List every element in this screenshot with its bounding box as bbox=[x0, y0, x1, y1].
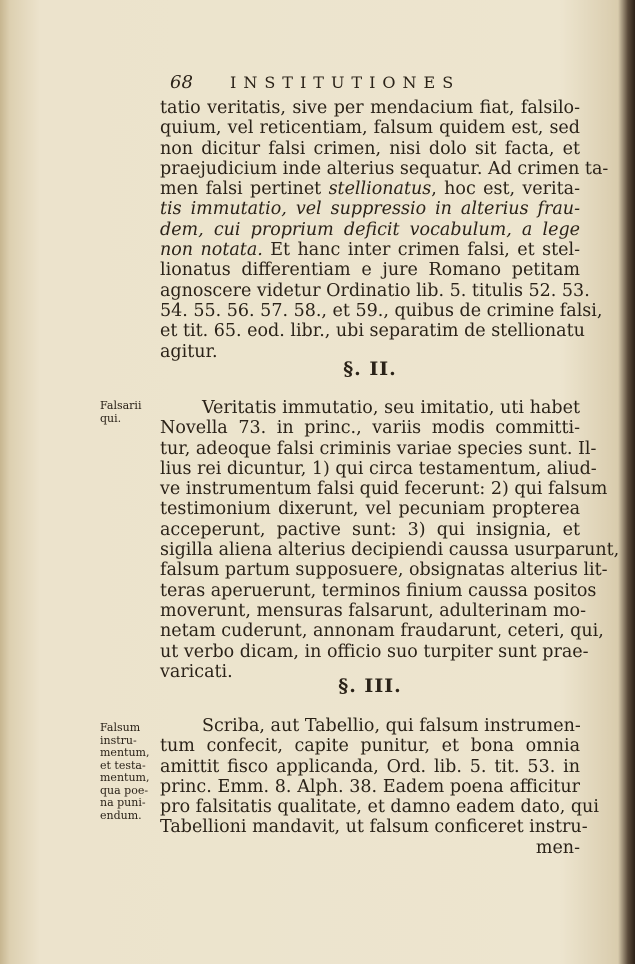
margin-line: Falsarii bbox=[100, 399, 142, 412]
text-line: Novella 73. in princ., variis modis committi- bbox=[160, 418, 580, 439]
margin-line: et testa- bbox=[100, 758, 146, 772]
text-line: pro falsitatis qualitate, et damno eadem dato, qui bbox=[160, 797, 599, 818]
text-line: acceperunt, pactive sunt: 3) qui insignia, et bbox=[160, 519, 580, 540]
margin-note-3 bbox=[100, 722, 156, 822]
margin-line: instru- bbox=[100, 733, 137, 747]
text-line: princ. Emm. 8. Alph. 38. Eadem poena afficitur bbox=[160, 776, 580, 797]
text-line: tis immutatio, vel suppressio in alterius frau- bbox=[160, 199, 580, 220]
margin-line: Falsum bbox=[100, 721, 141, 734]
text-line: teras aperuerunt, terminos finium caussa positos bbox=[160, 580, 597, 601]
section-heading-3: §. III. bbox=[338, 675, 402, 697]
text-line: moverunt, mensuras falsarunt, adulterinam mo- bbox=[160, 600, 586, 621]
text-line bbox=[160, 179, 580, 199]
text-line: Veritatis immutatio, seu imitatio, uti habet bbox=[202, 398, 580, 418]
text-line: tum confecit, capite punitur, et bona omnia bbox=[160, 736, 580, 757]
margin-line: mentum, bbox=[100, 746, 150, 759]
text-line: sigilla aliena alterius decipiendi caussa usurparunt, bbox=[160, 540, 620, 561]
page-header bbox=[170, 72, 590, 93]
page-number: 68 bbox=[170, 72, 193, 93]
text-line: ve instrumentum falsi quid fecerunt: 2) qui falsum bbox=[160, 479, 608, 500]
text-line: Scriba, aut Tabellio, qui falsum instrumen- bbox=[202, 716, 581, 736]
paragraph-1 bbox=[160, 98, 609, 362]
catchword: men- bbox=[535, 837, 580, 858]
text-line: dem, cui proprium deficit vocabulum, a lege bbox=[160, 219, 580, 240]
text-line: netam cuderunt, annonam fraudarunt, ceteri, qui, bbox=[160, 621, 604, 642]
text-line: falsum partum supposuere, obsignatas alterius lit- bbox=[160, 560, 608, 581]
text-line: praejudicium inde alterius sequatur. Ad crimen ta- bbox=[160, 158, 609, 179]
margin-line: endum. bbox=[100, 808, 142, 822]
text-line: amittit fisco applicanda, Ord. lib. 5. tit. 53. in bbox=[160, 756, 580, 777]
text-line: non dicitur falsi crimen, nisi dolo sit facta, et bbox=[160, 138, 580, 159]
text-run: men falsi pertinet bbox=[160, 179, 329, 200]
text-line: lionatus differentiam e jure Romano petitam bbox=[160, 260, 580, 281]
section-heading-2: §. II. bbox=[343, 358, 397, 380]
text-line: 54. 55. 56. 57. 58., et 59., quibus de crimine falsi, bbox=[160, 300, 603, 321]
running-head: INSTITUTIONES bbox=[230, 73, 461, 92]
text-line: lius rei dicuntur, 1) qui circa testamentum, aliud- bbox=[160, 458, 597, 479]
text-run: , hoc est, verita- bbox=[431, 179, 580, 200]
text-line: Tabellioni mandavit, ut falsum conficeret instru- bbox=[160, 817, 588, 838]
margin-line: qua poe- bbox=[100, 783, 149, 797]
italic-term: stellionatus bbox=[328, 179, 432, 200]
margin-line: na puni- bbox=[100, 796, 146, 809]
text-line: tatio veritatis, sive per mendacium fiat, falsilo- bbox=[160, 98, 580, 118]
text-line: varicati. bbox=[160, 661, 233, 682]
italic-term: non notata. bbox=[160, 240, 263, 261]
margin-line: mentum, bbox=[100, 771, 150, 784]
text-line: ut verbo dicam, in officio suo turpiter sunt prae- bbox=[160, 641, 589, 662]
text-line: agitur. bbox=[160, 341, 218, 362]
paragraph-2 bbox=[160, 398, 620, 682]
paragraph-3 bbox=[160, 716, 599, 858]
text-run: Et hanc inter crimen falsi, et stel- bbox=[262, 240, 580, 261]
text-line bbox=[160, 240, 580, 260]
text-line: agnoscere videtur Ordinatio lib. 5. titulis 52. 53. bbox=[160, 280, 590, 301]
text-line: tur, adeoque falsi criminis variae species sunt. Il- bbox=[160, 438, 597, 459]
text-line: et tit. 65. eod. libr., ubi separatim de stellionatu bbox=[160, 321, 585, 342]
margin-note-2 bbox=[100, 400, 156, 425]
text-line: quium, vel reticentiam, falsum quidem est, sed bbox=[160, 118, 580, 139]
text-line: testimonium dixerunt, vel pecuniam propterea bbox=[160, 499, 580, 520]
margin-line: qui. bbox=[100, 411, 122, 425]
